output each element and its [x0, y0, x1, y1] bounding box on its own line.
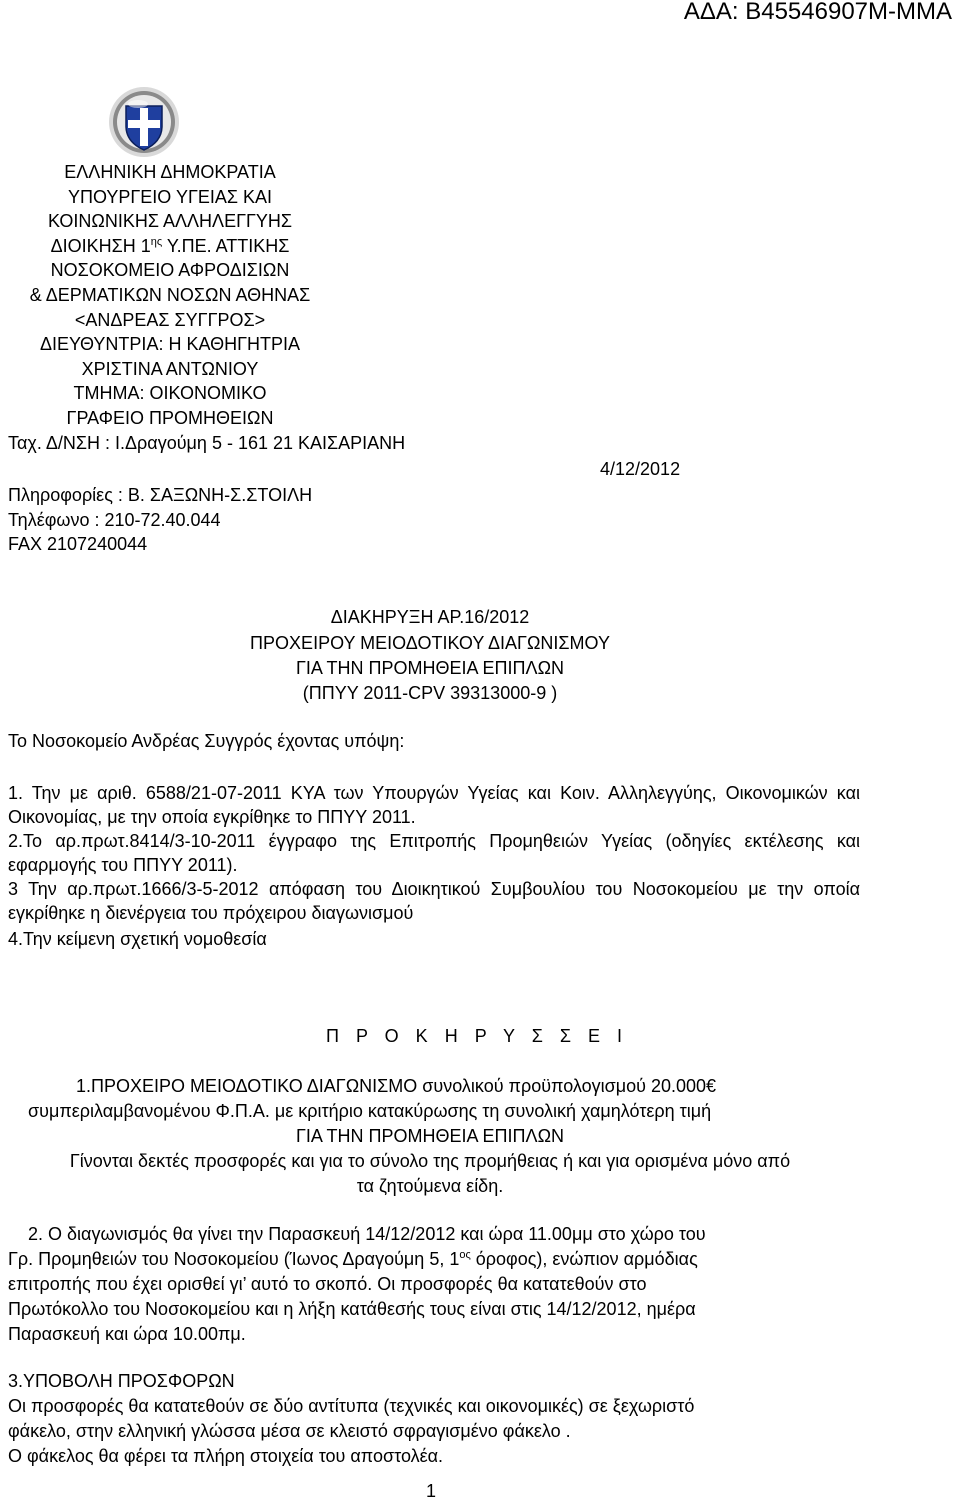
section3-line1: Οι προσφορές θα κατατεθούν σε δύο αντίτυπα (τεχνικές και οικονομικές) σε ξεχωριστό: [8, 1396, 695, 1416]
intro-text: Το Νοσοκομείο Ανδρέας Συγγρός έχοντας υπόψη:: [8, 731, 405, 751]
section1-line5: τα ζητούμενα είδη.: [356, 1176, 504, 1196]
header-health-region: ΔΙΟΙΚΗΣΗ $1^{\eta\varsigma}$ Υ.ΠΕ. ΑΤΤΙΚΗΣ: [50, 235, 290, 256]
header-hospital-cont: & ΔΕΡΜΑΤΙΚΩΝ ΝΟΣΩΝ ΑΘΗΝΑΣ: [29, 284, 311, 305]
section1-line1: 1.ΠΡΟΧΕΙΡΟ ΜΕΙΟΔΟΤΙΚΟ ΔΙΑΓΩΝΙΣΜΟ συνολικού προϋπολογισμού 20.000€: [76, 1076, 717, 1096]
contact-phone: Τηλέφωνο : 210-72.40.044: [8, 510, 221, 530]
section3-line3: Ο φάκελος θα φέρει τα πλήρη στοιχεία του αποστολέα.: [8, 1446, 444, 1466]
section2-line5: Παρασκευή και ώρα 10.00πμ.: [8, 1324, 246, 1344]
section2-line4: Πρωτόκολλο του Νοσοκομείου και η λήξη κατάθεσής τους είναι στις 14/12/2012, ημέρα: [8, 1299, 696, 1319]
header-ministry: ΥΠΟΥΡΓΕΙΟ ΥΓΕΙΑΣ ΚΑΙ: [67, 186, 273, 207]
header-ministry-cont: ΚΟΙΝΩΝΙΚΗΣ ΑΛΛΗΛΕΓΓΥΗΣ: [47, 211, 293, 232]
issuer-header: [0, 160, 406, 455]
euro-icon: €: [706, 1076, 717, 1096]
title-cpv: (ΠΠΥΥ 2011-CPV 39313000-9 ): [302, 683, 558, 703]
header-address: Ταχ. Δ/ΝΣΗ : Ι.Δραγούμη 5 - 161 21 ΚΑΙΣΑΡΙΑΝΗ: [8, 432, 406, 453]
header-office: ΓΡΑΦΕΙΟ ΠΡΟΜΗΘΕΙΩΝ: [66, 407, 274, 428]
consideration-3: 3 Την αρ.πρωτ.1666/3-5-2012 απόφαση του Διοικητικού Συμβουλίου του Νοσοκομείου με την οποία εγκρίθηκε η διενέργεια του πρόχειρου διαγωνισμού: [8, 879, 860, 923]
header-hospital-name: <ΑΝΔΡΕΑΣ ΣΥΓΓΡΟΣ>: [74, 309, 266, 330]
consideration-2: 2.Το αρ.πρωτ.8414/3-10-2011 έγγραφο της Επιτροπής Προμηθειών Υγείας (οδηγίες εκτέλεσης και εφαρμογής του ΠΠΥΥ 2011).: [8, 831, 860, 875]
document-date: 4/12/2012: [600, 459, 681, 479]
header-department: ΤΜΗΜΑ: ΟΙΚΟΝΟΜΙΚΟ: [73, 383, 267, 404]
title-subject: ΓΙΑ ΤΗΝ ΠΡΟΜΗΘΕΙΑ ΕΠΙΠΛΩΝ: [295, 658, 565, 678]
section2-line2: Γρ. Προμηθειών του Νοσοκομείου (Ίωνος Δραγούμη 5, $1^{o\varsigma}$ όροφος), ενώπιον αρμόδιας: [8, 1249, 698, 1269]
contact-fax: FAX 2107240044: [8, 534, 148, 554]
header-hospital: ΝΟΣΟΚΟΜΕΙΟ ΑΦΡΟΔΙΣΙΩΝ: [50, 260, 290, 281]
section3-heading: 3.ΥΠΟΒΟΛΗ ΠΡΟΣΦΟΡΩΝ: [8, 1371, 235, 1391]
header-director: ΔΙΕΥΘΥΝΤΡΙΑ: Η ΚΑΘΗΓΗΤΡΙΑ: [39, 334, 300, 355]
section1-subject: ΓΙΑ ΤΗΝ ΠΡΟΜΗΘΕΙΑ ΕΠΙΠΛΩΝ: [295, 1126, 565, 1146]
section1-line4: Γίνονται δεκτές προσφορές και για το σύνολο της προμήθειας ή και για ορισμένα μόνο από: [69, 1151, 791, 1171]
consideration-1: 1. Την με αριθ. 6588/21-07-2011 ΚΥΑ των Υπουργών Υγείας και Κοιν. Αλληλεγγύης, Οικονομικών και Οικονομίας, με την οποία εγκρίθηκε το ΠΠΥΥ 2011.: [8, 783, 860, 827]
title-tender-type: ΠΡΟΧΕΙΡΟΥ ΜΕΙΟΔΟΤΙΚΟΥ ΔΙΑΓΩΝΙΣΜΟΥ: [250, 633, 610, 653]
page-number: 1: [426, 1481, 437, 1501]
title-declaration: ΔΙΑΚΗΡΥΞΗ ΑΡ.16/2012: [330, 607, 530, 627]
greek-emblem-icon: [108, 86, 180, 158]
header-country: ΕΛΛΗΝΙΚΗ ΔΗΜΟΚΡΑΤΙΑ: [64, 162, 276, 182]
section2-line1: 2. Ο διαγωνισμός θα γίνει την Παρασκευή 14/12/2012 και ώρα 11.00μμ στο χώρο του: [28, 1224, 706, 1244]
consideration-4: 4.Την κείμενη σχετική νομοθεσία: [8, 929, 267, 949]
contact-info: Πληροφορίες : Β. ΣΑΞΩΝΗ-Σ.ΣΤΟΙΛΗ: [8, 485, 313, 505]
header-director-name: ΧΡΙΣΤΙΝΑ ΑΝΤΩΝΙΟΥ: [81, 358, 259, 379]
ada-code: ΑΔΑ: Β45546907Μ-ΜΜΑ: [683, 0, 952, 25]
section1-line2: συμπεριλαμβανομένου Φ.Π.Α. με κριτήριο κατακύρωσης τη συνολική χαμηλότερη τιμή: [28, 1101, 712, 1121]
proclaims-heading: Π Ρ Ο Κ Η Ρ Υ Σ Σ Ε Ι: [326, 1026, 628, 1046]
section3-line2: φάκελο, στην ελληνική γλώσσα μέσα σε κλειστό σφραγισμένο φάκελο .: [8, 1421, 571, 1441]
section2-line3: επιτροπής που έχει ορισθεί γι’ αυτό το σκοπό. Οι προσφορές θα κατατεθούν στο: [8, 1274, 647, 1294]
